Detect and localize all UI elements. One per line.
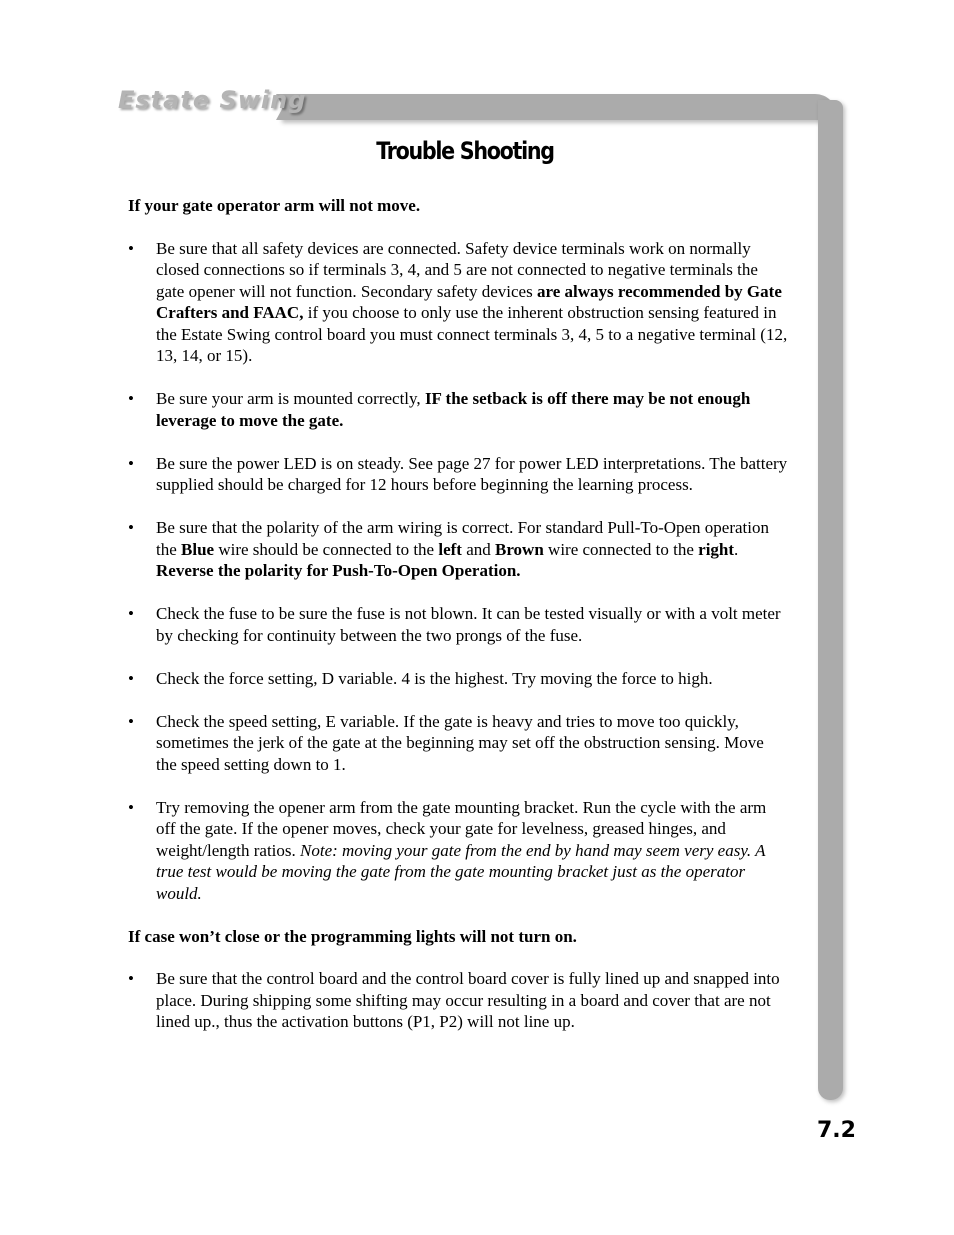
bullet-glyph: • — [128, 969, 134, 988]
bullet-glyph: • — [128, 604, 134, 623]
bullet-glyph: • — [128, 711, 134, 731]
text-run: wire connected to the — [543, 539, 699, 559]
bold-text: IF the setback is off there may be not enough leverage to move the gate. — [156, 389, 751, 430]
section-heading: If your gate operator arm will not move. — [128, 196, 421, 215]
list-item — [128, 603, 788, 646]
bold-text: left — [438, 539, 462, 559]
bullet-glyph: • — [128, 668, 134, 688]
brand-logo: Estate Swing — [118, 86, 307, 114]
bold-text: are always recommended by Gate Crafters and FAAC, — [156, 281, 782, 322]
text-run: Be sure that the polarity of the arm wiring is correct. For standard Pull-To-Open operation the — [156, 518, 770, 559]
bold-text: Brown — [494, 539, 544, 559]
text-run: wire should be connected to the — [214, 539, 439, 559]
list-item — [128, 388, 788, 431]
page-title: Trouble Shooting — [376, 137, 554, 165]
list-item — [128, 968, 788, 1033]
text-run: Be sure that the control board and the control board cover is fully lined up and snapped into place. During shipping some shifting may occur resulting in a board and cover that are not lined up., thus the activation buttons (P1, P2) will not line up. — [156, 969, 780, 1031]
text-run: Try removing the opener arm from the gate mounting bracket. Run the cycle with the arm off the gate. If the opener moves, check your gate for levelness, greased hinges, and weight/length ratios. — [156, 797, 767, 860]
bullet-glyph: • — [128, 518, 134, 537]
text-run: . — [734, 539, 739, 559]
bold-text: right — [698, 539, 735, 559]
bold-text: Reverse the polarity for Push-To-Open Operation. — [156, 561, 521, 580]
header-bar-decoration — [282, 94, 837, 120]
text-run: Be sure the power LED is on steady. See page 27 for power LED interpretations. The battery supplied should be charged for 12 hours before beginning the learning process. — [156, 453, 788, 494]
text-run: Be sure that all safety devices are connected. Safety device terminals work on normally closed connections so if terminals 3, 4, and 5 are not connected to negative terminals the gate opener will not function. Secondary safety devices — [156, 238, 758, 301]
page-number: 7.2 — [817, 1118, 856, 1143]
bullet-glyph: • — [128, 238, 134, 258]
bullet-list — [128, 968, 788, 1033]
bullet-list — [128, 238, 788, 905]
text-run: Check the fuse to be sure the fuse is not blown. It can be tested visually or with a volt meter by checking for continuity between the two prongs of the fuse. — [156, 604, 781, 645]
text-run: and — [461, 539, 495, 559]
bullet-glyph: • — [128, 453, 134, 473]
text-run: Check the force setting, D variable. 4 is the highest. Try moving the force to high. — [156, 668, 713, 688]
bullet-glyph: • — [128, 797, 134, 817]
document-body — [128, 195, 788, 1054]
bold-text: Blue — [181, 539, 215, 559]
list-item — [128, 238, 788, 367]
text-run: if you choose to only use the inherent obstruction sensing featured in the Estate Swing control board you must connect terminals 3, 4, 5 to a negative terminal (12, 13, 14, or 15). — [156, 303, 788, 365]
text-run: Check the speed setting, E variable. If the gate is heavy and tries to move too quickly, sometimes the jerk of the gate at the beginning may set off the obstruction sensing. Move the speed setting down to 1. — [156, 711, 764, 774]
list-item — [128, 668, 788, 690]
text-run: Be sure your arm is mounted correctly, — [156, 389, 425, 408]
section-case-wont-close — [128, 926, 788, 1033]
list-item — [128, 711, 788, 776]
list-item — [128, 453, 788, 496]
side-bar-decoration — [818, 100, 843, 1100]
list-item — [128, 517, 788, 582]
italic-note: Note: moving your gate from the end by hand may seem very easy. A true test would be moving the gate from the gate mounting bracket just as the operator would. — [156, 840, 766, 903]
bullet-glyph: • — [128, 389, 134, 408]
list-item — [128, 797, 788, 905]
section-heading: If case won’t close or the programming lights will not turn on. — [128, 926, 577, 946]
section-arm-will-not-move — [128, 195, 788, 904]
